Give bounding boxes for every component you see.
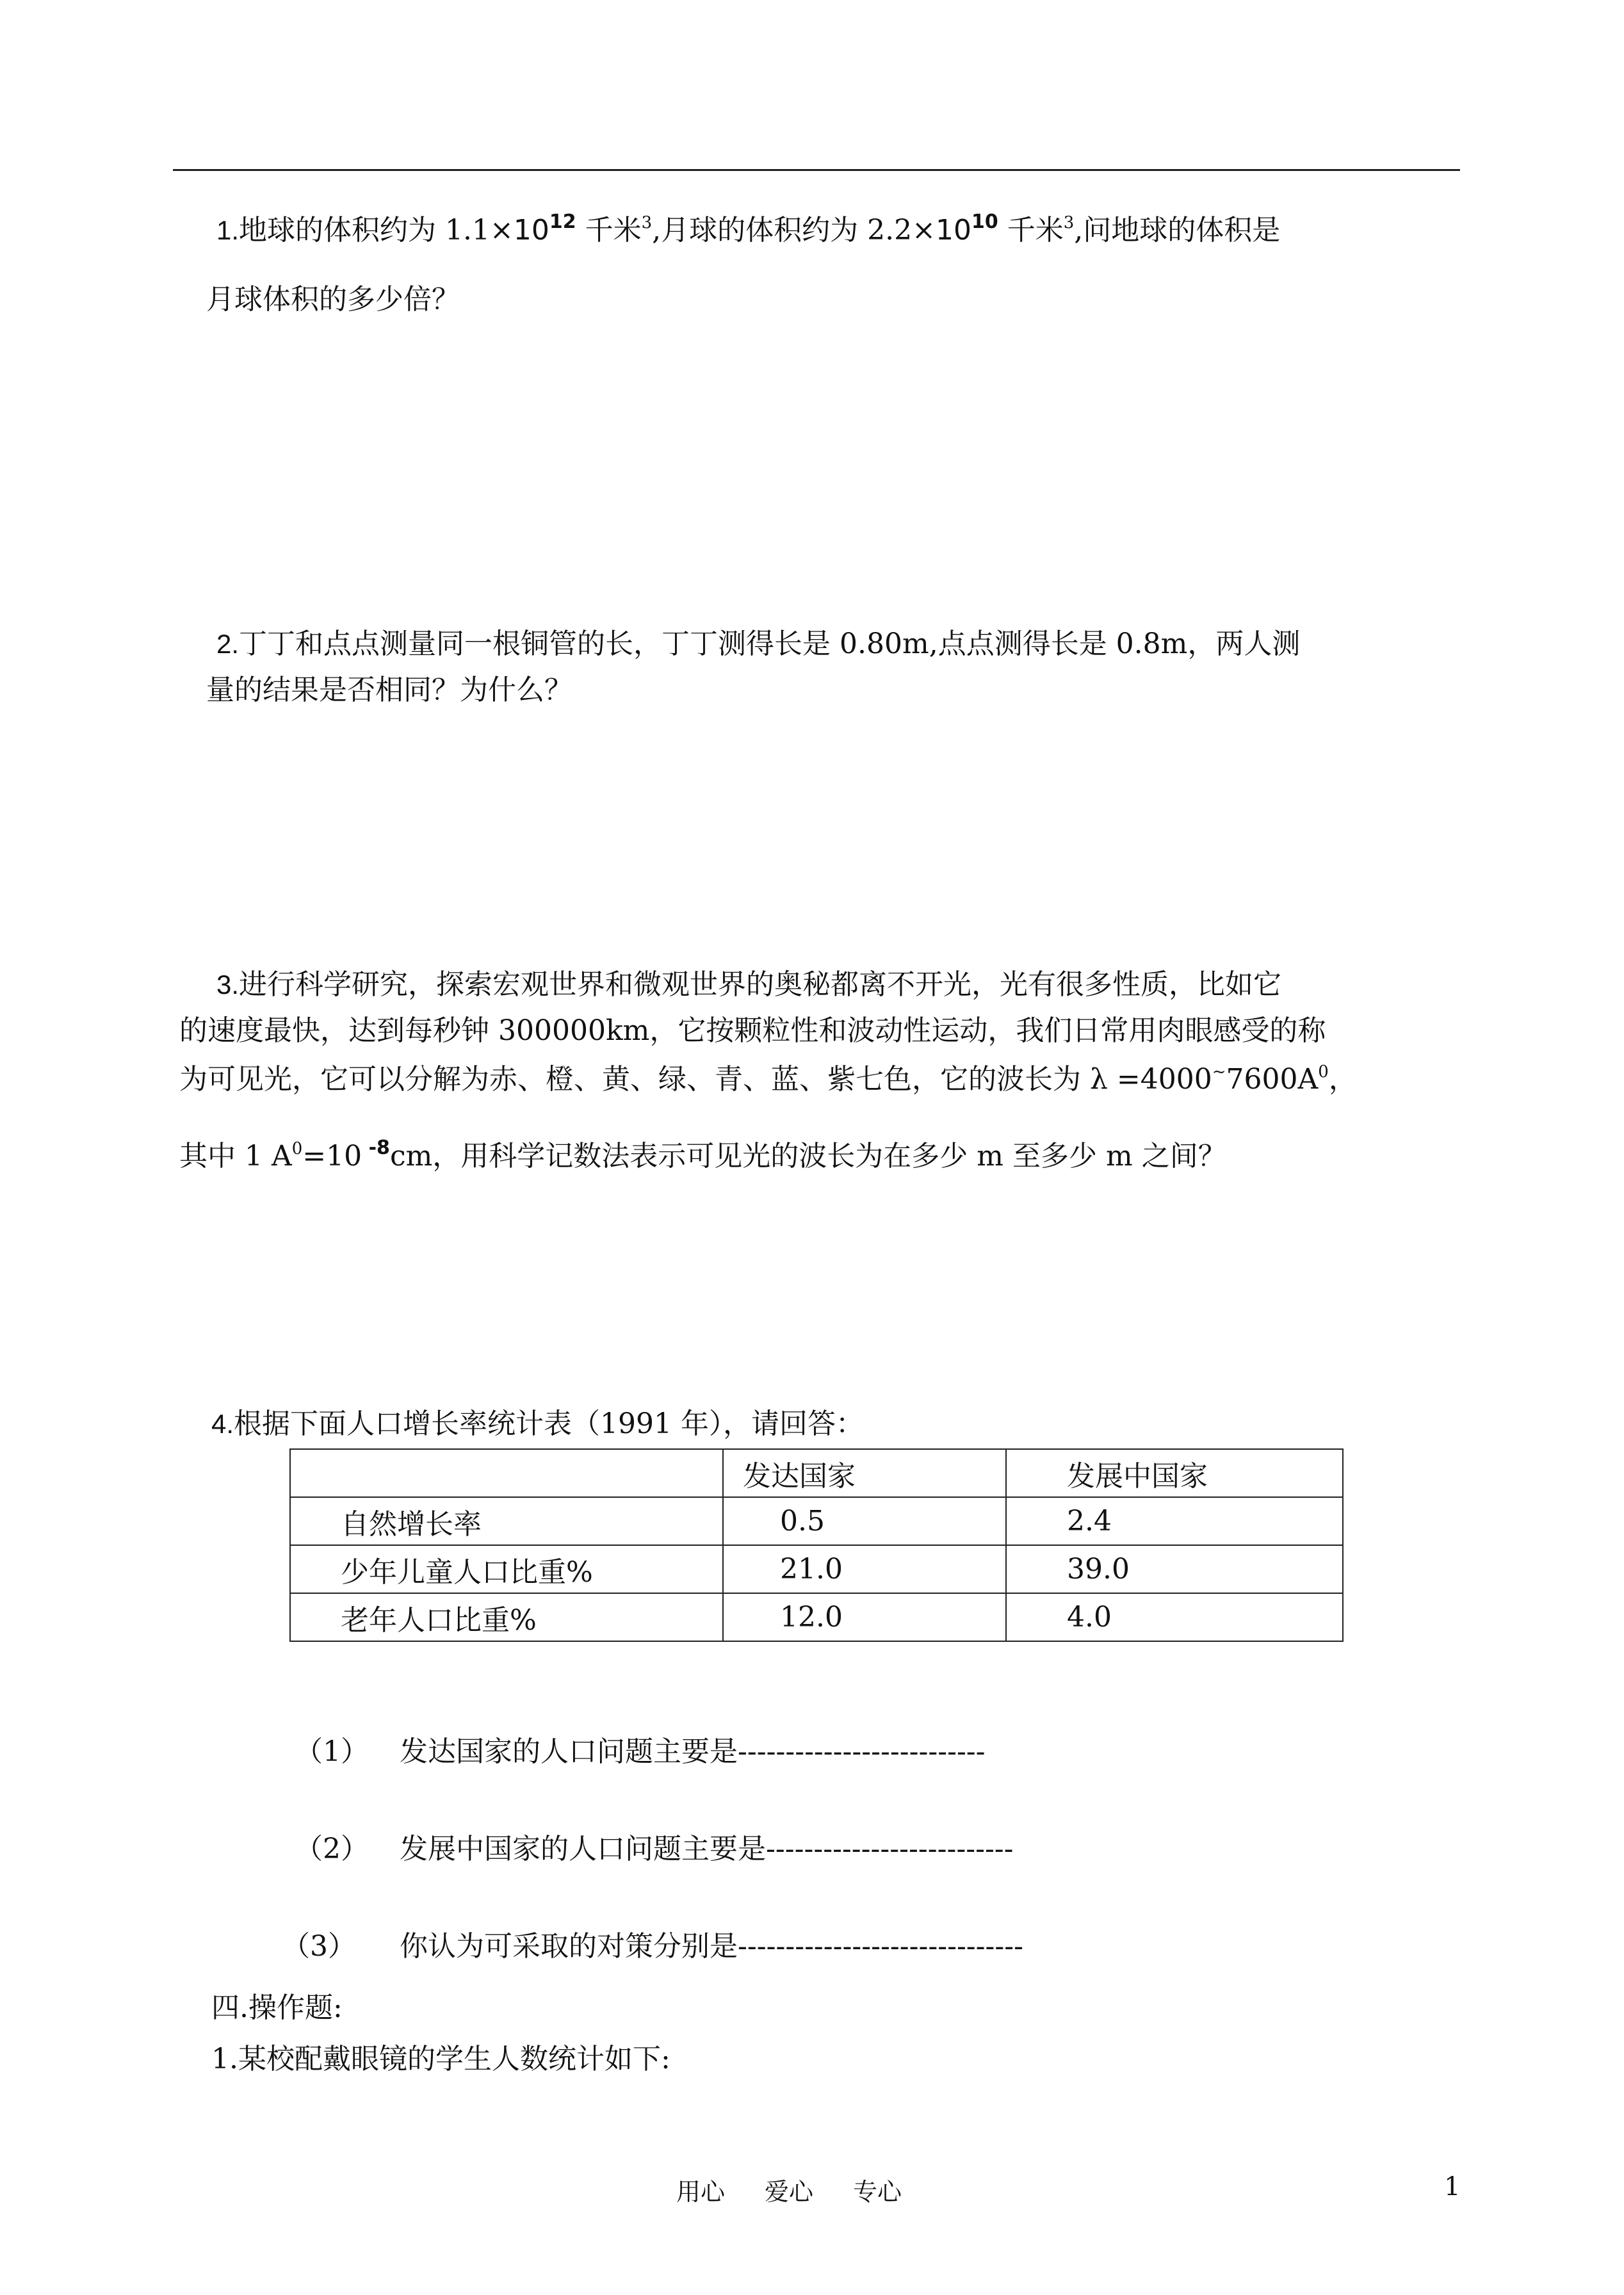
page-number: 1	[1444, 2172, 1461, 2202]
q3-line4-sup0: 0	[291, 1139, 303, 1158]
table-header-row	[290, 1449, 1343, 1497]
q4-intro	[211, 1405, 864, 1443]
table-cell: 老年人口比重%	[290, 1593, 723, 1641]
q3-line4	[179, 1137, 1226, 1176]
q1-text-d: ,问地球的体积是	[1074, 214, 1281, 247]
table-cell: 自然增长率	[290, 1497, 723, 1545]
table-cell: 12.0	[723, 1593, 1006, 1641]
q3-tilde: ~	[1212, 1062, 1226, 1082]
q4-number: 4.	[211, 1409, 234, 1439]
q1-cube2: 3	[1063, 213, 1075, 232]
q2-line1	[216, 625, 1300, 663]
sub-number: （3）	[282, 1930, 356, 1963]
footer-item: 专心	[853, 2178, 902, 2206]
section4-heading: 四.操作题:	[211, 1991, 343, 2024]
q2-line2: 量的结果是否相同？为什么？	[206, 674, 572, 706]
q1-cube1: 3	[641, 213, 653, 232]
q3-line4-exp: -8	[362, 1137, 390, 1159]
q3-angstrom-sup: 0	[1318, 1062, 1329, 1082]
table-header-cell: 发达国家	[723, 1449, 1006, 1497]
sub-text: 发达国家的人口问题主要是--------------------------	[400, 1735, 986, 1768]
q4-sub1	[295, 1733, 986, 1771]
q3-line4-b: =10	[302, 1140, 362, 1172]
q3-line3-a: 为可见光，它可以分解为赤、橙、黄、绿、青、蓝、紫七色，它的波长为 λ =4000	[179, 1063, 1212, 1096]
table-cell: 4.0	[1006, 1593, 1343, 1641]
sub-text: 发展中国家的人口问题主要是--------------------------	[400, 1833, 1014, 1865]
table-cell: 2.4	[1006, 1497, 1343, 1545]
q4-sub3	[282, 1927, 1023, 1966]
q3-text-a: 进行科学研究，探索宏观世界和微观世界的奥秘都离不开光，光有很多性质，比如它	[239, 968, 1282, 1001]
q3-line3	[179, 1060, 1357, 1099]
q1-base1: 10	[513, 214, 549, 247]
q1-base2: 10	[935, 214, 971, 247]
q4-intro-text: 根据下面人口增长率统计表（1991 年），请回答：	[234, 1407, 864, 1440]
q2-text-a: 丁丁和点点测量同一根铜管的长，丁丁测得长是 0.80m,点点测得长是 0.8m，两人测	[239, 628, 1301, 660]
q1-unit2: 千米	[998, 214, 1064, 247]
table-cell: 少年儿童人口比重%	[290, 1545, 723, 1593]
q3-number: 3.	[216, 969, 240, 1000]
table-header-cell	[290, 1449, 723, 1497]
q1-text-c: ,月球的体积约为 2.2×	[652, 214, 936, 247]
q1-exp1: 12	[549, 211, 576, 233]
header-rule	[173, 169, 1460, 171]
sub-text: 你认为可采取的对策分别是------------------------------	[400, 1930, 1024, 1963]
q3-line4-c: cm，用科学记数法表示可见光的波长为在多少 m 至多少 m 之间？	[389, 1140, 1226, 1172]
table-row	[290, 1545, 1343, 1593]
table-row	[290, 1497, 1343, 1545]
table-cell: 39.0	[1006, 1545, 1343, 1593]
q4-sub2	[295, 1830, 1014, 1869]
q1-exp2: 10	[971, 211, 998, 233]
footer	[676, 2172, 941, 2207]
footer-item: 爱心	[765, 2178, 814, 2206]
q1-unit1: 千米	[576, 214, 642, 247]
table-cell: 0.5	[723, 1497, 1006, 1545]
section4-q1: 1.某校配戴眼镜的学生人数统计如下:	[211, 2043, 670, 2075]
sub-number: （1）	[295, 1735, 369, 1768]
q3-line4-a: 其中 1 A	[179, 1140, 292, 1172]
table-row	[290, 1593, 1343, 1641]
sub-number: （2）	[295, 1833, 369, 1865]
q3-line2: 的速度最快，达到每秒钟 300000km，它按颗粒性和波动性运动，我们日常用肉眼感受的称	[179, 1014, 1326, 1047]
q2-number: 2.	[216, 629, 240, 659]
table-cell: 21.0	[723, 1545, 1006, 1593]
footer-item: 用心	[676, 2178, 726, 2206]
q1-line1	[216, 211, 1280, 250]
q3-line3-b: 7600A	[1226, 1063, 1319, 1096]
q1-line2: 月球体积的多少倍？	[206, 283, 460, 316]
table-header-cell: 发展中国家	[1006, 1449, 1343, 1497]
q1-number: 1.	[216, 215, 240, 245]
population-table	[289, 1448, 1344, 1642]
q1-text-a: 地球的体积约为 1.1×	[239, 214, 514, 247]
q3-line3-c: ，	[1328, 1063, 1357, 1096]
q3-line1	[216, 966, 1281, 1004]
